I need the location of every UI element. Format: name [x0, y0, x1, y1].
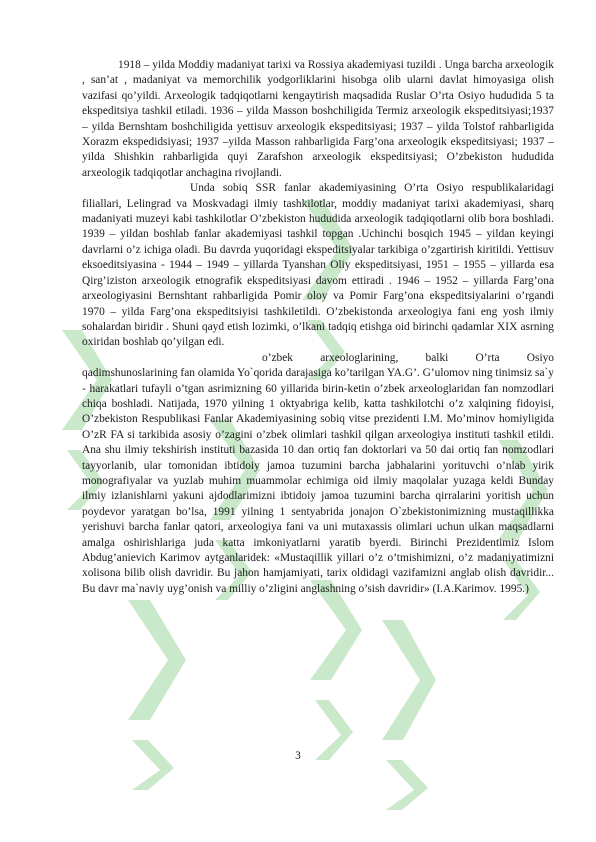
watermark-logo-icon [372, 610, 438, 810]
paragraph: o’zbek arxeologlarining, balki O’rta Osiyo qadimshunoslarining fan olamida Yo`qorida darajasiga ko’tarilgan YA.G’. G’ulomov ning tinimsiz sa`y - harakatlari tufayli o’tgan asrimizning 60 yillarida birin-ketin o’zbek arxeologlaridan fan nomzodlari chiqa boshladi. Natijada, 1970 yilning 1 oktyabriga kelib, katta tashkilotchi o’z xalqining fidoyisi, O’zbekiston Respublikasi Fanlar Akademiyasining sobiq vitse prezidenti I.M. Mo’minov homiyligida O’zR FA si tarkibida asosiy o’zagini o’zbek olimlari tashkil qilgan arxeologiya instituti tashkil etildi. Ana shu ilmiy tekshirish instituti bazasida 10 dan ortiq fan doktorlari va 50 dai ortiq fan nomzodlari tayyorlanib, ular tomonidan ibtidoiy jamoa tuzumini barcha jabhalarini yorituvchi o’nlab yirik monografiyalar va yuzlab muhim muammolar echimiga oid ilmiy maqolalar yuzaga keldi Bunday ilmiy izlanishlarni yakuni ajdodlarimizni ibtidoiy jamoa tuzumini barcha qirralarini yoritish uchun poydevor yaratgan bo’lsa, 1991 yilning 1 sentyabrida jonajon O`zbekistonimizning mustaqillikka yerishuvi barcha fanlar qatori, arxeologiya fani va uni mutaxassis olimlari uchun ulkan maqsadlarni amalga oshirishlariga juda katta imkoniyatlarni yaratib byerdi. Birinchi Prezidentimiz Islom Abdug’anievich Karimov aytganlaridek: «Mustaqillik yillari o’z o’tmishimizni, o’z madaniyatimizni xolisona bilib olish davridir. Bu jahon hamjamiyati, tarix oldidagi vazifamizni anglab olish davridir... Bu davr ma`naviy uyg’onish va milliy o’zligini anglashning o’sish davridir» (I.A.Karimov. 1995.) [82, 351, 554, 595]
body-text [82, 58, 554, 597]
paragraph: 1918 – yilda Moddiy madaniyat tarixi va Rossiya akademiyasi tuzildi . Unga barcha arxeologik , san’at , madaniyat va memorchilik yodgorliklarini hisobga olib ularni davlat himoyasiga olish vazifasi qo’yildi. Arxeologik tadqiqotlarni kengaytirish maqsadida Ruslar O’rta Osiyo hududida 5 ta ekspeditsiya tashkil etiladi. 1936 – yilda Masson boshchiligida Termiz arxeologik ekspeditsiyasi;1937 – yilda Bernshtam boshchiligida yettisuv arxeologik ekspeditsiyasi; 1937 – yilda Tolstof rahbarligida Xorazm ekspedidsiyasi; 1937 –yilda Masson rahbarligida Farg’ona arxeologik ekspeditsiyasi; 1937 – yilda Shishkin rahbarligida quyi Zarafshon arxeologik ekspeditsiyasi; O’zbekiston hududida arxeologik tadqiqotlar anchagina rivojlandi. [82, 59, 554, 179]
paragraph: Unda sobiq SSR fanlar akademiyasining O’rta Osiyo respublikalaridagi filiallari, Lelingrad va Moskvadagi ilmiy tashkilotlar, moddiy madaniyat tarixi akademiyasi, sharq madaniyati muzeyi kabi tashkilotlar O’zbekiston hududida arxeologik tadqiqotlarni olib bora boshladi. 1939 – yildan boshlab fanlar akademiyasi tashkil topgan .Uchinchi bosqich 1945 – yildan keyingi davrlarni o’z ichiga oladi. Bu davrda yuqoridagi ekspeditsiyalar tarkibiga o’zgartirish kiritildi. Yettisuv eksoeditsiyasina - 1944 – 1949 – yillarda Tyanshan Oliy ekspeditsiyasi, 1951 – 1955 – yillarda esa Qirg’iziston arxeologik etnografik ekspeditsiyasi davom ettiradi . 1946 – 1952 – yillarda Farg’ona arxeologiyasini Bernshtant rahbarligida Pomir oloy va Pomir Farg’ona ekspeditsiyalarini o’rgandi 1970 – yilda Farg’ona ekspeditsiyisi tashkiletildi. O’zbekistonda arxeologiya fani eng yosh ilmiy sohalardan biridir . Shuni qayd etish lozimki, o’lkani tadqiq etishga oid birinchi qadamlar XIX asrning oxiridan boshlab qo’yilgan edi. [82, 182, 554, 349]
page-number: 3 [295, 750, 301, 762]
